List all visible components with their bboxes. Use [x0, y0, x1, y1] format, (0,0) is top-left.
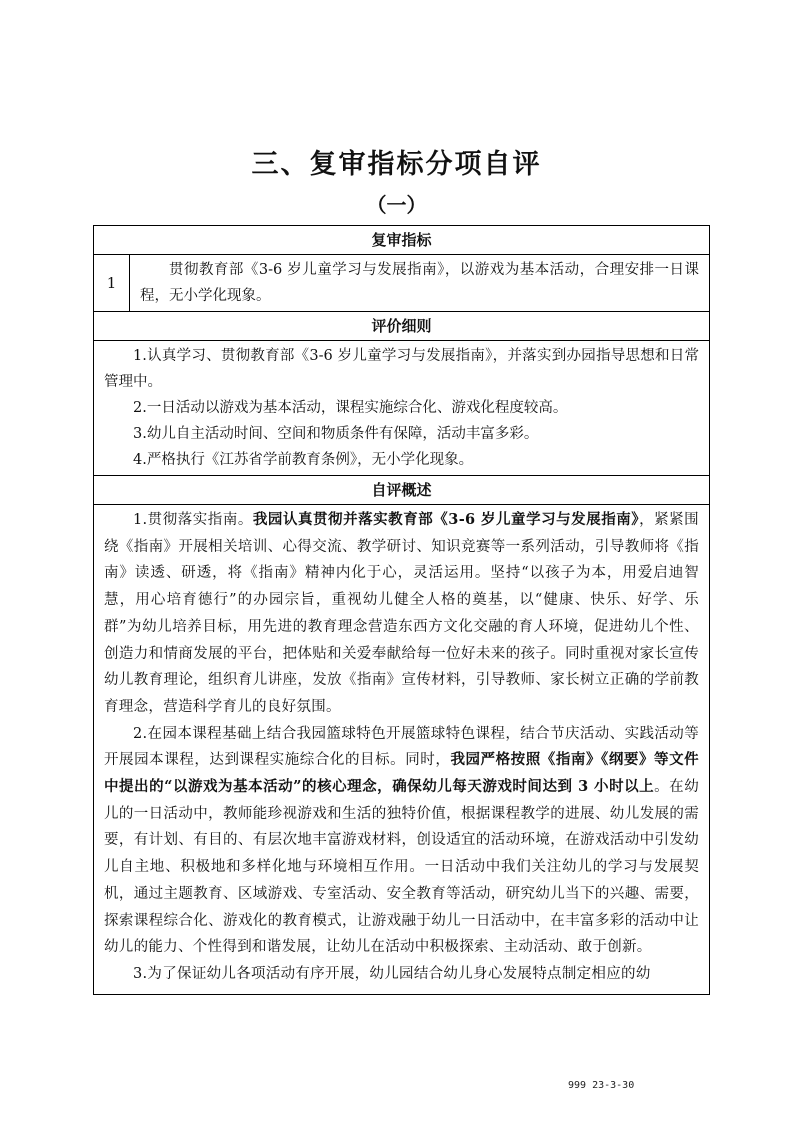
footer-stamp: 999 23-3-30 [568, 1080, 635, 1091]
criteria-list [94, 341, 709, 476]
criteria-item: 3.幼儿自主活动时间、空间和物质条件有保障，活动丰富多彩。 [133, 426, 539, 442]
summary-p1-rest: ，紧紧围绕《指南》开展相关培训、心得交流、教学研讨、知识竞赛等一系列活动，引导教师将《指南》读透、研透，将《指南》精神内化于心，灵活运用。坚持“以孩子为本，用爱启迪智慧，用心培育德行”的办园宗旨，重视幼儿健全人格的奠基，以“健康、快乐、好学、乐群”为幼儿培养目标，用先进的教育理念营造东西方文化交融的育人环境，促进幼儿个性、创造力和情商发展的平台，把体贴和关爱奉献给每一位好未来的孩子。同时重视对家长宣传幼儿教育理论，组织育儿讲座，发放《指南》宣传材料，引导教师、家长树立正确的学前教育理念，营造科学育儿的良好氛围。 [104, 512, 699, 715]
summary-paragraph-3: 3.为了保证幼儿各项活动有序开展，幼儿园结合幼儿身心发展特点制定相应的幼 [133, 965, 651, 982]
summary-p1-bold: 我园认真贯彻并落实教育部《3-6 岁儿童学习与发展指南》 [252, 511, 640, 528]
summary-p2-rest: 。在幼儿的一日活动中，教师能珍视游戏和生活的独特价值，根据课程教学的进展、幼儿发展的需要，有计划、有目的、有层次地丰富游戏材料，创设适宜的活动环境，在游戏活动中引发幼儿自主地、积极地和多样化地与环境相互作用。一日活动中我们关注幼儿的学习与发展契机，通过主题教育、区域游戏、专室活动、安全教育等活动，研究幼儿当下的兴趣、需要，探索课程综合化、游戏化的教育模式，让游戏融于幼儿一日活动中，在丰富多彩的活动中让幼儿的能力、个性得到和谐发展，让幼儿在活动中积极探索、主动活动、敢于创新。 [104, 779, 700, 956]
criteria-item: 2.一日活动以游戏为基本活动，课程实施综合化、游戏化程度较高。 [133, 400, 568, 416]
summary-p1-lead: 1.贯彻落实指南。 [133, 512, 253, 528]
summary-paragraph-1 [104, 507, 699, 721]
summary-p2-bold: 我园严格按照《指南》《纲要》等文件中提出的“以游戏为基本活动”的核心理念，确保幼儿每天游戏时间达到 3 小时以上 [104, 751, 699, 796]
indicator-number: 1 [94, 255, 130, 311]
evaluation-table [93, 225, 710, 995]
summary-header: 自评概述 [94, 476, 709, 505]
indicator-row [94, 255, 709, 312]
indicator-text: 贯彻教育部《3-6 岁儿童学习与发展指南》，以游戏为基本活动，合理安排一日课程，无小学化现象。 [140, 262, 699, 304]
indicator-header: 复审指标 [94, 226, 709, 255]
criteria-header: 评价细则 [94, 312, 709, 341]
page-title: 三、复审指标分项自评 [251, 149, 542, 180]
summary-paragraph-2 [104, 721, 699, 961]
criteria-item: 4.严格执行《江苏省学前教育条例》，无小学化现象。 [133, 452, 474, 468]
summary-body [94, 505, 709, 994]
section-subtitle: （一） [366, 193, 427, 217]
criteria-item: 1.认真学习、贯彻教育部《3-6 岁儿童学习与发展指南》，并落实到办园指导思想和日常管理中。 [104, 348, 699, 390]
summary-p2-lead: 2.在园本课程基础上结合我园篮球特色开展篮球特色课程，结合节庆活动、实践活动等开展园本课程，达到课程实施综合化的目标。同时， [104, 725, 699, 769]
